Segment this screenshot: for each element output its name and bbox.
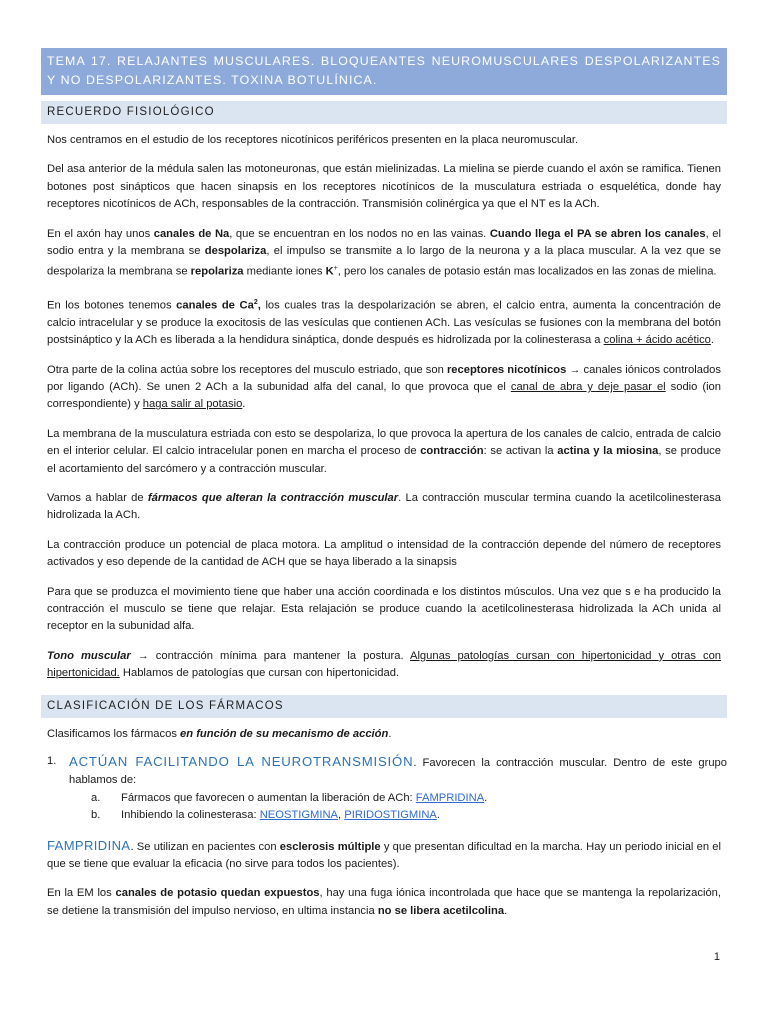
paragraph: Otra parte de la colina actúa sobre los receptores del musculo estriado, que son receptores nicotínicos → canales iónicos controlados por ligando (ACh). Se unen 2 ACh a la subunidad alfa del canal, lo que provoca que el canal de abra y deje pasar el sodio (ion correspondiente) y haga salir al potasio. <box>47 363 722 411</box>
paragraph: Para que se produzca el movimiento tiene que haber una acción coordinada e los distintos músculos. Una vez que s e ha producido la contracción el musculo se tiene que relajar. Esta relajación se produce cuando la acetilcolinesterasa hidrolizada la ACh unida al receptor en la subunidad alfa. <box>47 585 721 633</box>
paragraph: Nos centramos en el estudio de los receptores nicotínicos periféricos presenten en la placa neuromuscular. <box>47 134 579 146</box>
document-title: TEMA 17. RELAJANTES MUSCULARES. BLOQUEANTES NEUROMUSCULARES DESPOLARIZANTES Y NO DESPOLARIZANTES. TOXINA BOTULÍNICA. <box>41 48 727 95</box>
paragraph: Tono muscular → contracción mínima para mantener la postura. Algunas patologías cursan con hipertonicidad y otras con hipertonicidad. Hablamos de patologías que cursan con hipertonicidad. <box>47 649 722 680</box>
drug-link[interactable]: NEOSTIGMINA <box>259 809 339 822</box>
page-number: 1 <box>713 951 720 963</box>
drug-link[interactable]: FAMPRIDINA <box>415 791 485 804</box>
list-item: a. Fármacos que favorecen o aumentan la liberación de ACh: FAMPRIDINA. <box>91 791 488 804</box>
sub-list <box>69 790 727 825</box>
paragraph: Clasificamos los fármacos en función de su mecanismo de acción. <box>47 727 392 740</box>
paragraph: En la EM los canales de potasio quedan expuestos, hay una fuga iónica incontrolada que hace que se mantenga la repolarización, se detiene la transmisión del impulso nervioso, en ultima instancia no se libera acetilcolina. <box>47 887 721 917</box>
drug-link[interactable]: PIRIDOSTIGMINA <box>344 809 437 822</box>
item-heading: ACTÚAN FACILITANDO LA NEUROTRANSMISIÓN <box>69 754 414 770</box>
paragraph: Del asa anterior de la médula salen las motoneuronas, que están mielinizadas. La mielina se pierde cuando el axón se ramifica. Tienen botones post sinápticos que hacen sinapsis en los receptores nicotínicos de la musculatura estriada o esquelética, donde hay receptores nicotínicos de ACh, responsables de la contracción. Transmisión colinérgica ya que el NT es la ACh. <box>47 163 721 211</box>
numbered-item-1: 1. ACTÚAN FACILITANDO LA NEUROTRANSMISIÓN. Favorecen la contracción muscular. Dentro de este grupo hablamos de: a. Fármacos que favorecen o aumentan la liberación de ACh: FAMPRIDINA. b. Inhibiendo la colinesterasa: NEOSTIGMINA, PIRIDOSTIGMINA. <box>41 753 727 825</box>
drug-heading: FAMPRIDINA <box>47 837 131 853</box>
paragraph: La membrana de la musculatura estriada con esto se despolariza, lo que provoca la apertura de los canales de calcio, entrada de calcio en el interior celular. El calcio intracelular ponen en marcha el proceso de contracción: se activan la actina y la miosina, se produce el acortamiento del sarcómero y a contracción muscular. <box>47 427 721 475</box>
section-heading-recuerdo: RECUERDO FISIOLÓGICO <box>41 101 727 124</box>
section-heading-clasificacion: CLASIFICACIÓN DE LOS FÁRMACOS <box>41 695 727 718</box>
paragraph: En los botones tenemos canales de Ca$^2$, los cuales tras la despolarización se abren, el calcio entra, aumenta la concentración de calcio intracelular y se produce la exocitosis de las vesículas que contienen ACh. Las vesículas se fusiones con la membrana del botón postsináptico y la ACh es liberada a la hendidura sináptica, donde después es hidrolizada por la colinesterasa a colina + ácido acético. <box>47 298 721 347</box>
paragraph: En el axón hay unos canales de Na, que se encuentran en los nodos no en las vainas. Cuando llega el PA se abren los canales, el sodio entra y la membrana se despolariza, el impulso se transmite a lo largo de la neurona y a la placa muscular. A la vez que se despolariza la membrana se repolariza mediante iones K+, pero los canales de potasio están mas localizados en las zonas de mielina. <box>47 227 721 279</box>
list-item: b. Inhibiendo la colinesterasa: NEOSTIGMINA, PIRIDOSTIGMINA. <box>91 809 440 822</box>
list-number: 1. <box>47 755 57 768</box>
document-page <box>41 48 727 920</box>
paragraph: Vamos a hablar de fármacos que alteran la contracción muscular. La contracción muscular termina cuando la acetilcolinesterasa hidrolizada la ACh. <box>47 491 722 522</box>
paragraph: La contracción produce un potencial de placa motora. La amplitud o intensidad de la contracción depende del número de receptores activados y eso depende de la cantidad de ACH que se haya liberado a la sinapsis <box>47 538 721 569</box>
arrow-right-icon: → <box>137 649 149 662</box>
paragraph: FAMPRIDINA. Se utilizan en pacientes con esclerosis múltiple y que presentan dificultad en la marcha. Hay un periodo inicial en el que se tiene que evaluar la eficacia (no sirve para todos los pacientes). <box>47 837 722 871</box>
arrow-right-icon: → <box>569 363 581 376</box>
